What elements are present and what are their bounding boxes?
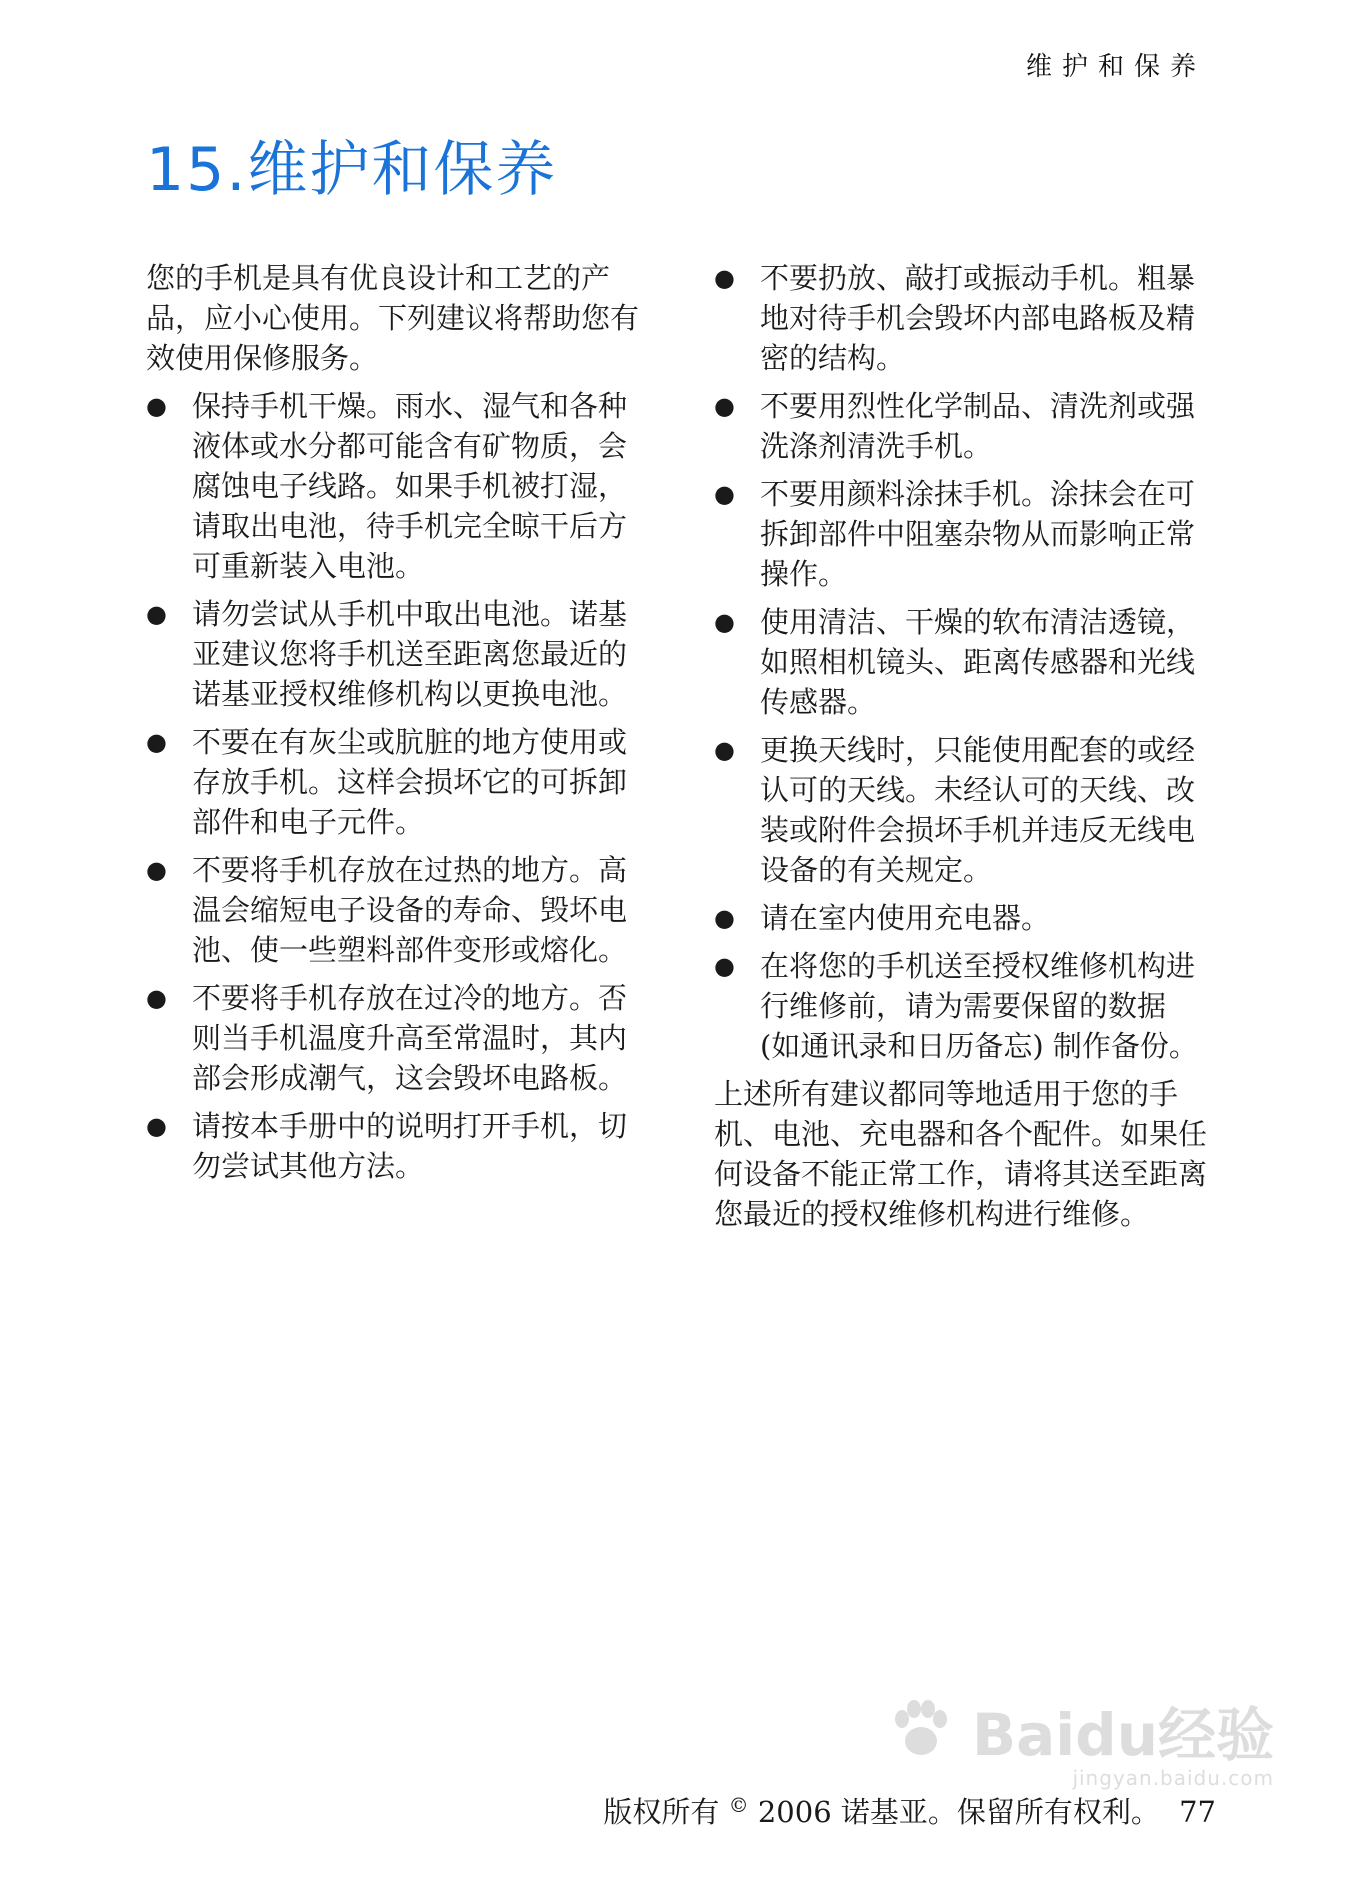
- list-item-text: 在将您的手机送至授权维修机构进行维修前，请为需要保留的数据 (如通讯录和日历备忘) 制作备份。: [760, 949, 1198, 1063]
- list-item: [714, 386, 1214, 466]
- intro-paragraph: 您的手机是具有优良设计和工艺的产品，应小心使用。下列建议将帮助您有效使用保修服务。: [146, 261, 640, 375]
- bullet-icon: ●: [714, 264, 735, 292]
- bullet-icon: ●: [146, 600, 167, 628]
- list-item-text: 不要将手机存放在过热的地方。高温会缩短电子设备的寿命、毁坏电池、使一些塑料部件变形或熔化。: [192, 853, 628, 967]
- bullet-icon: ●: [714, 904, 735, 932]
- list-item: [714, 474, 1214, 594]
- bullet-icon: ●: [146, 856, 167, 884]
- list-item: [146, 1106, 646, 1186]
- list-item: [146, 594, 646, 714]
- bullet-icon: ●: [714, 392, 735, 420]
- bullet-icon: ●: [146, 392, 167, 420]
- running-header: 维护和保养: [1025, 52, 1206, 82]
- list-item-text: 使用清洁、干燥的软布清洁透镜，如照相机镜头、距离传感器和光线传感器。: [760, 605, 1196, 719]
- bullet-icon: ●: [146, 984, 167, 1012]
- list-item-text: 不要将手机存放在过冷的地方。否则当手机温度升高至常温时，其内部会形成潮气，这会毁坏电路板。: [192, 981, 628, 1095]
- left-column: [146, 258, 646, 1194]
- list-item-text: 不要用颜料涂抹手机。涂抹会在可拆卸部件中阻塞杂物从而影响正常操作。: [760, 477, 1196, 591]
- list-item-text: 请勿尝试从手机中取出电池。诺基亚建议您将手机送至距离您最近的诺基亚授权维修机构以更换电池。: [192, 597, 628, 711]
- list-item: [146, 978, 646, 1098]
- page-number: 77: [1179, 1795, 1216, 1829]
- list-item-text: 请按本手册中的说明打开手机，切勿尝试其他方法。: [192, 1109, 628, 1183]
- copyright-symbol: ©: [728, 1793, 749, 1817]
- closing-paragraph: 上述所有建议都同等地适用于您的手机、电池、充电器和各个配件。如果任何设备不能正常工作，请将其送至距离您最近的授权维修机构进行维修。: [714, 1077, 1208, 1231]
- list-item-text: 更换天线时，只能使用配套的或经认可的天线。未经认可的天线、改装或附件会损坏手机并违反无线电设备的有关规定。: [760, 733, 1196, 887]
- list-item: [714, 602, 1214, 722]
- watermark-domain: jingyan.baidu.com: [1072, 1766, 1274, 1790]
- list-item: [146, 850, 646, 970]
- care-tips-list-right: [714, 258, 1214, 1066]
- watermark-brand: Baidu经验: [971, 1701, 1274, 1769]
- bullet-icon: ●: [146, 728, 167, 756]
- page-footer: [603, 1790, 1216, 1831]
- bullet-icon: ●: [146, 1112, 167, 1140]
- copyright-text: 2006 诺基亚。保留所有权利。: [757, 1795, 1160, 1829]
- care-tips-list-left: [146, 386, 646, 1186]
- list-item-text: 请在室内使用充电器。: [760, 901, 1051, 935]
- list-item-text: 保持手机干燥。雨水、湿气和各种液体或水分都可能含有矿物质，会腐蚀电子线路。如果手机被打湿，请取出电池，待手机完全晾干后方可重新装入电池。: [192, 389, 628, 583]
- list-item: [714, 730, 1214, 890]
- copyright-prefix: 版权所有: [603, 1795, 720, 1829]
- list-item: [714, 946, 1214, 1066]
- list-item-text: 不要用烈性化学制品、清洗剂或强洗涤剂清洗手机。: [760, 389, 1196, 463]
- chapter-title: 15.维护和保养: [146, 135, 558, 205]
- bullet-icon: ●: [714, 480, 735, 508]
- right-column: [714, 258, 1214, 1242]
- bullet-icon: ●: [714, 736, 735, 764]
- list-item-text: 不要扔放、敲打或振动手机。粗暴地对待手机会毁坏内部电路板及精密的结构。: [760, 261, 1196, 375]
- bullet-icon: ●: [714, 952, 735, 980]
- baidu-jingyan-watermark: [888, 1688, 1274, 1790]
- paw-logo-icon: [888, 1697, 952, 1761]
- list-item-text: 不要在有灰尘或肮脏的地方使用或存放手机。这样会损坏它的可拆卸部件和电子元件。: [192, 725, 628, 839]
- list-item: [146, 722, 646, 842]
- list-item: [714, 898, 1214, 938]
- bullet-icon: ●: [714, 608, 735, 636]
- list-item: [714, 258, 1214, 378]
- list-item: [146, 386, 646, 586]
